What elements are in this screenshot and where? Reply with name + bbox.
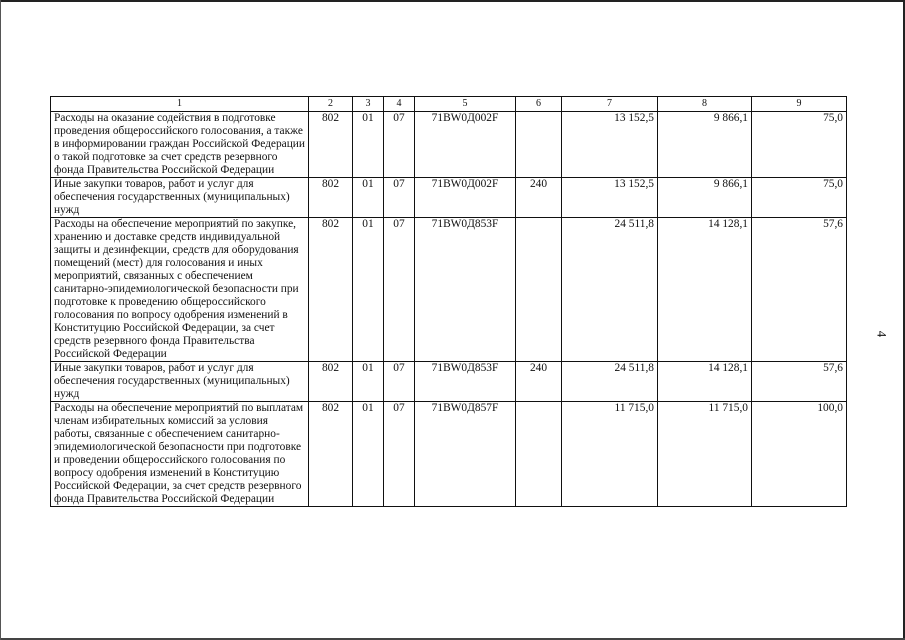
table-row [51,362,847,402]
subsection-code-cell: 07 [384,402,415,507]
header-cell: 9 [752,97,847,112]
subsection-code-cell: 07 [384,178,415,218]
percent-cell: 75,0 [752,178,847,218]
percent-cell: 100,0 [752,402,847,507]
percent-cell: 57,6 [752,362,847,402]
expense-type-cell [516,112,562,178]
header-cell: 5 [415,97,516,112]
planned-amount-cell: 24 511,8 [562,218,658,362]
executed-amount-cell: 11 715,0 [658,402,752,507]
table-row [51,112,847,178]
header-cell: 4 [384,97,415,112]
expense-type-cell: 240 [516,362,562,402]
ministry-code-cell: 802 [309,112,353,178]
header-cell: 8 [658,97,752,112]
budget-table [50,96,847,507]
expense-name-cell: Расходы на обеспечение мероприятий по закупке, хранению и доставке средств индивидуальной защиты и дезинфекции, средств для оборудования помещений (мест) для голосования и иных мероприятий, связанных с обеспечением санитарно-эпидемиологической безопасности при подготовке к проведению общероссийского голосования по вопросу одобрения изменений в Конституцию Российской Федерации, за счет средств резервного фонда Правительства Российской Федерации [51,218,309,362]
executed-amount-cell: 14 128,1 [658,218,752,362]
executed-amount-cell: 9 866,1 [658,178,752,218]
target-code-cell: 71ВW0Д002F [415,112,516,178]
target-code-cell: 71ВW0Д857F [415,402,516,507]
section-code-cell: 01 [353,218,384,362]
target-code-cell: 71ВW0Д002F [415,178,516,218]
scan-edge-left [0,0,1,640]
expense-name-cell: Иные закупки товаров, работ и услуг для обеспечения государственных (муниципальных) нужд [51,362,309,402]
table-header-row [51,97,847,112]
table-row [51,402,847,507]
executed-amount-cell: 14 128,1 [658,362,752,402]
percent-cell: 75,0 [752,112,847,178]
subsection-code-cell: 07 [384,218,415,362]
header-cell: 2 [309,97,353,112]
planned-amount-cell: 11 715,0 [562,402,658,507]
expense-type-cell: 240 [516,178,562,218]
section-code-cell: 01 [353,362,384,402]
expense-name-cell: Иные закупки товаров, работ и услуг для обеспечения государственных (муниципальных) нужд [51,178,309,218]
table-row [51,178,847,218]
planned-amount-cell: 24 511,8 [562,362,658,402]
ministry-code-cell: 802 [309,362,353,402]
table-row [51,218,847,362]
executed-amount-cell: 9 866,1 [658,112,752,178]
expense-type-cell [516,218,562,362]
subsection-code-cell: 07 [384,362,415,402]
planned-amount-cell: 13 152,5 [562,178,658,218]
target-code-cell: 71ВW0Д853F [415,362,516,402]
percent-cell: 57,6 [752,218,847,362]
expense-name-cell: Расходы на обеспечение мероприятий по выплатам членам избирательных комиссий за условия работы, связанные с обеспечением санитарно-эпидемиологической безопасности при подготовке и проведении общероссийского голосования по вопросу одобрения изменений в Конституцию Российской Федерации, за счет средств резервного фонда Правительства Российской Федерации [51,402,309,507]
header-cell: 3 [353,97,384,112]
section-code-cell: 01 [353,402,384,507]
section-code-cell: 01 [353,178,384,218]
header-cell: 6 [516,97,562,112]
ministry-code-cell: 802 [309,218,353,362]
subsection-code-cell: 07 [384,112,415,178]
header-cell: 1 [51,97,309,112]
expense-type-cell [516,402,562,507]
section-code-cell: 01 [353,112,384,178]
page-number: 4 [874,330,890,338]
ministry-code-cell: 802 [309,178,353,218]
expense-name-cell: Расходы на оказание содействия в подготовке проведения общероссийского голосования, а также в информировании граждан Российской Федерации о такой подготовке за счет средств резервного фонда Правительства Российской Федерации [51,112,309,178]
header-cell: 7 [562,97,658,112]
scan-edge-top [0,0,905,2]
target-code-cell: 71ВW0Д853F [415,218,516,362]
ministry-code-cell: 802 [309,402,353,507]
planned-amount-cell: 13 152,5 [562,112,658,178]
